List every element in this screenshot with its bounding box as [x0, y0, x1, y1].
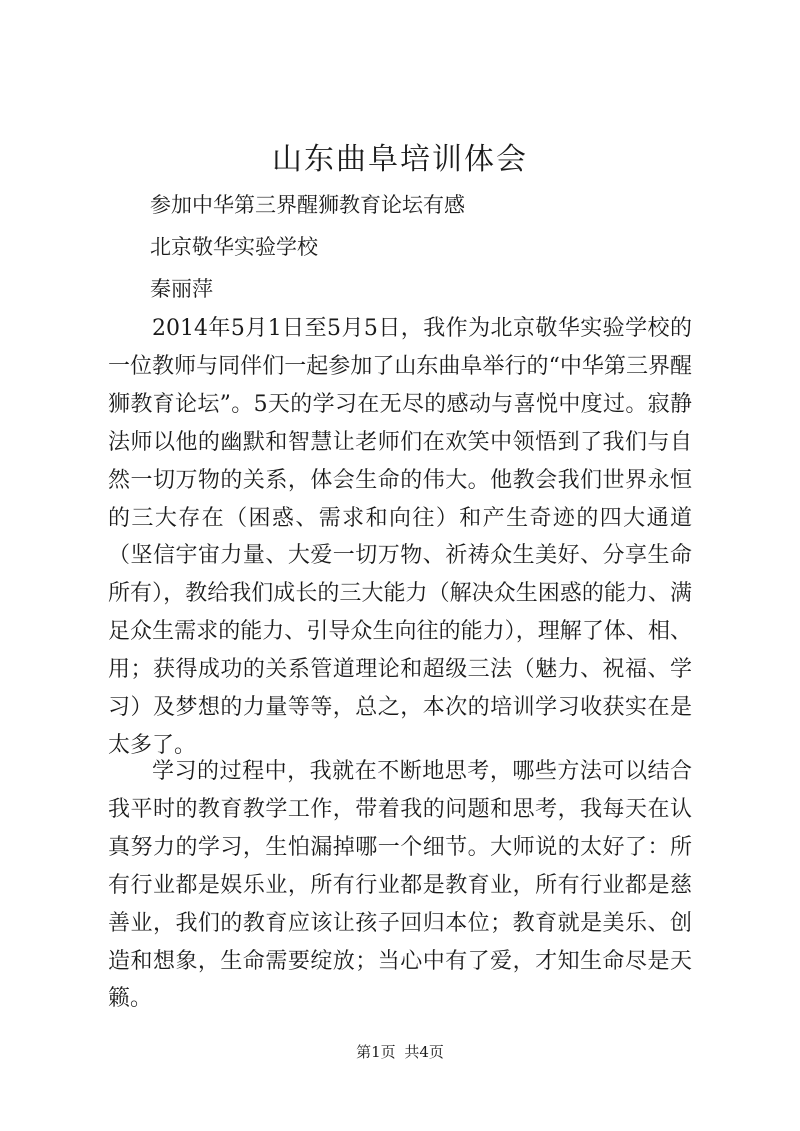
page-number: 第1页	[356, 1043, 396, 1061]
author-name: 秦丽萍	[150, 277, 213, 301]
body-paragraph-2: 学习的过程中，我就在不断地思考，哪些方法可以结合我平时的教育教学工作，带着我的问题和思考，我每天在认真努力的学习，生怕漏掉哪一个细节。大师说的太好了：所有行业都是娱乐业，所有行业都是教育业，所有行业都是慈善业，我们的教育应该让孩子回归本位；教育就是美乐、创造和想象，生命需要绽放；当心中有了爱，才知生命尽是天籁。	[108, 759, 692, 1012]
school-name: 北京敬华实验学校	[150, 235, 318, 259]
page-footer	[0, 1042, 800, 1062]
document-subtitle: 参加中华第三界醒狮教育论坛有感	[150, 193, 465, 217]
body-paragraph-1: 2014年5月1日至5月5日，我作为北京敬华实验学校的一位教师与同伴们一起参加了山东曲阜举行的“中华第三界醒狮教育论坛”。5天的学习在无尽的感动与喜悦中度过。寂静法师以他的幽默和智慧让老师们在欢笑中领悟到了我们与自然一切万物的关系，体会生命的伟大。他教会我们世界永恒的三大存在（困惑、需求和向往）和产生奇迹的四大通道（坚信宇宙力量、大爱一切万物、祈祷众生美好、分享生命所有），教给我们成长的三大能力（解决众生困惑的能力、满足众生需求的能力、引导众生向往的能力），理解了体、相、用；获得成功的关系管道理论和超级三法（魅力、祝福、学习）及梦想的力量等等，总之，本次的培训学习收获实在是太多了。	[108, 316, 692, 758]
page-total: 共4页	[404, 1043, 444, 1061]
document-title: 山东曲阜培训体会	[272, 142, 528, 177]
